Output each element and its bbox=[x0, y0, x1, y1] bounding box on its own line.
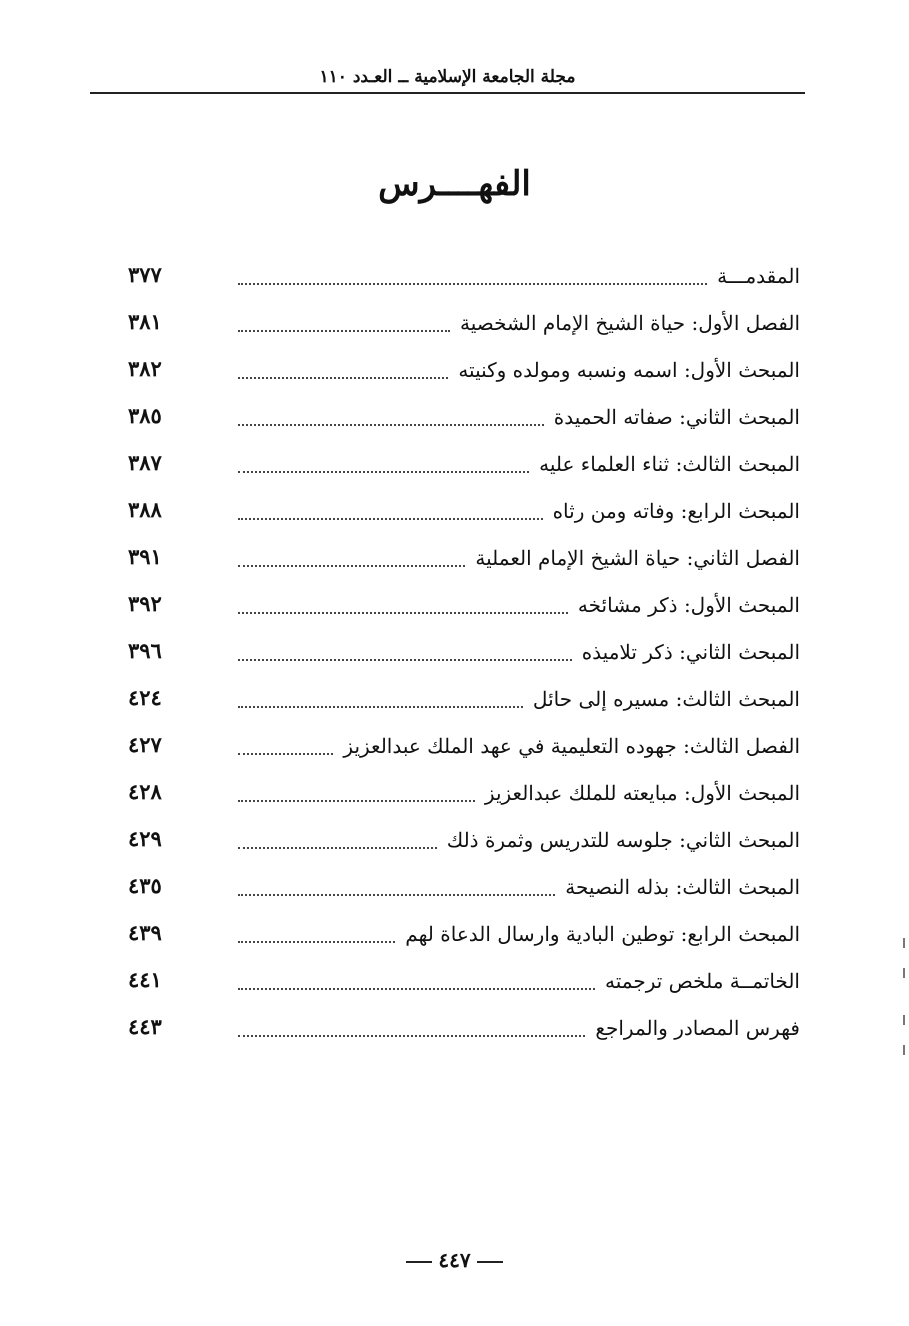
toc-row bbox=[128, 871, 800, 911]
toc-page-number: ٣٩٢ bbox=[128, 591, 162, 616]
toc-entry-label: المبحث الرابع: توطين البادية وارسال الدعاة لهم bbox=[405, 922, 800, 946]
running-header bbox=[90, 62, 805, 94]
dotted-leader bbox=[238, 424, 544, 426]
toc-row bbox=[128, 307, 800, 347]
dotted-leader bbox=[238, 471, 529, 473]
toc-row bbox=[128, 636, 800, 676]
toc-row bbox=[128, 730, 800, 770]
page-title: الفهــــرس bbox=[378, 164, 531, 204]
toc-entry-label: المبحث الثالث: مسيره إلى حائل bbox=[532, 687, 800, 711]
scan-edge-mark bbox=[903, 938, 905, 948]
toc-row bbox=[128, 918, 800, 958]
toc-page-number: ٣٧٧ bbox=[128, 262, 162, 287]
footer-dash-right bbox=[477, 1261, 503, 1263]
dotted-leader bbox=[238, 847, 437, 849]
toc-entry-label: الخاتمــة ملخص ترجمته bbox=[605, 969, 800, 993]
toc-page-number: ٤٣٩ bbox=[128, 920, 162, 945]
toc-page-number: ٣٩٦ bbox=[128, 638, 162, 663]
toc-row bbox=[128, 260, 800, 300]
toc-entry-label: الفصل الأول: حياة الشيخ الإمام الشخصية bbox=[460, 311, 800, 335]
toc-entry-label: المبحث الثالث: بذله النصيحة bbox=[565, 875, 800, 899]
toc-row bbox=[128, 1012, 800, 1052]
dotted-leader bbox=[238, 659, 572, 661]
toc-entry-label: المبحث الثاني: جلوسه للتدريس وثمرة ذلك bbox=[446, 828, 800, 852]
dotted-leader bbox=[238, 518, 543, 520]
toc-page-number: ٤٤٣ bbox=[128, 1014, 162, 1039]
dotted-leader bbox=[238, 1035, 585, 1037]
toc-entry-label: المبحث الأول: اسمه ونسبه ومولده وكنيته bbox=[458, 358, 800, 382]
dotted-leader bbox=[238, 753, 333, 755]
toc-row bbox=[128, 448, 800, 488]
dotted-leader bbox=[238, 706, 523, 708]
toc-page-number: ٤٢٩ bbox=[128, 826, 162, 851]
footer-dash-left bbox=[406, 1261, 432, 1263]
toc-entry-label: المبحث الثاني: صفاته الحميدة bbox=[553, 405, 800, 429]
toc-entry-label: المبحث الأول: مبايعته للملك عبدالعزيز bbox=[484, 781, 800, 805]
toc-page-number: ٣٨٧ bbox=[128, 450, 162, 475]
scan-edge-mark bbox=[903, 1015, 905, 1025]
toc-page-number: ٤٢٧ bbox=[128, 732, 162, 757]
toc-page-number: ٤٣٥ bbox=[128, 873, 162, 898]
toc-row bbox=[128, 777, 800, 817]
toc-entry-label: المبحث الثالث: ثناء العلماء عليه bbox=[539, 452, 800, 476]
dotted-leader bbox=[238, 377, 448, 379]
toc-entry-label: المبحث الرابع: وفاته ومن رثاه bbox=[552, 499, 800, 523]
toc-page-number: ٣٨١ bbox=[128, 309, 162, 334]
toc-page-number: ٤٤١ bbox=[128, 967, 162, 992]
toc-row bbox=[128, 354, 800, 394]
scan-edge-mark bbox=[903, 1045, 905, 1055]
scan-edge-mark bbox=[903, 968, 905, 978]
page-footer bbox=[0, 1248, 909, 1272]
toc-entry-label: الفصل الثالث: جهوده التعليمية في عهد الملك عبدالعزيز bbox=[343, 734, 800, 758]
toc-page-number: ٣٨٢ bbox=[128, 356, 162, 381]
dotted-leader bbox=[238, 330, 450, 332]
dotted-leader bbox=[238, 894, 555, 896]
toc-page-number: ٣٨٥ bbox=[128, 403, 162, 428]
dotted-leader bbox=[238, 988, 595, 990]
toc-row bbox=[128, 683, 800, 723]
dotted-leader bbox=[238, 800, 475, 802]
toc-entry-label: المبحث الثاني: ذكر تلاميذه bbox=[581, 640, 800, 664]
toc-entry-label: الفصل الثاني: حياة الشيخ الإمام العملية bbox=[475, 546, 800, 570]
toc-row bbox=[128, 495, 800, 535]
toc-page-number: ٤٢٤ bbox=[128, 685, 162, 710]
page-number: ٤٤٧ bbox=[438, 1248, 471, 1272]
dotted-leader bbox=[238, 941, 395, 943]
toc-row bbox=[128, 589, 800, 629]
toc-row bbox=[128, 542, 800, 582]
toc-row bbox=[128, 401, 800, 441]
toc-row bbox=[128, 965, 800, 1005]
toc-entry-label: المقدمـــة bbox=[717, 264, 800, 288]
running-header-title: مجلة الجامعة الإسلامية ــ العـدد ١١٠ bbox=[319, 67, 576, 87]
toc-page-number: ٣٩١ bbox=[128, 544, 162, 569]
dotted-leader bbox=[238, 612, 568, 614]
dotted-leader bbox=[238, 565, 465, 567]
toc-page-number: ٤٢٨ bbox=[128, 779, 162, 804]
toc-entry-label: المبحث الأول: ذكر مشائخه bbox=[577, 593, 800, 617]
toc-row bbox=[128, 824, 800, 864]
toc-page-number: ٣٨٨ bbox=[128, 497, 162, 522]
toc-entry-label: فهرس المصادر والمراجع bbox=[595, 1016, 800, 1040]
dotted-leader bbox=[238, 283, 707, 285]
